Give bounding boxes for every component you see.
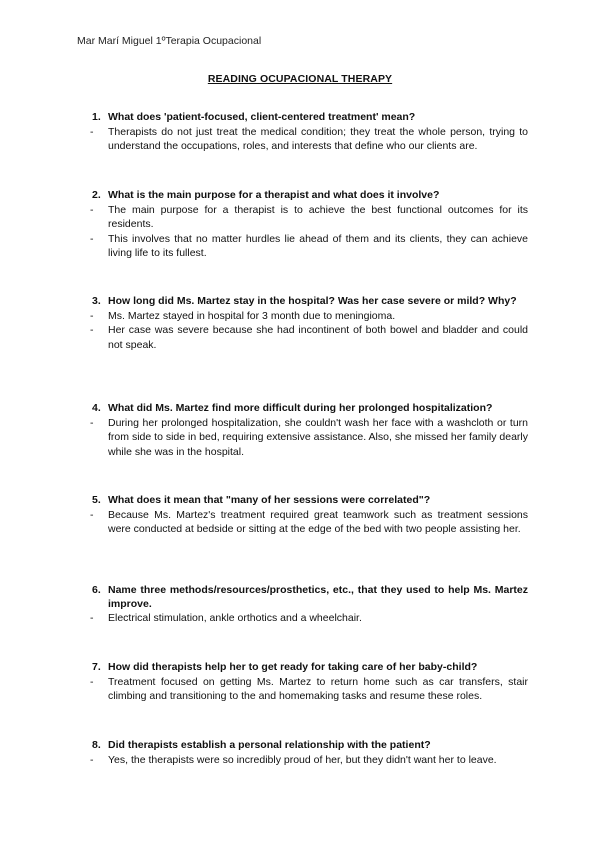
question-block-8	[92, 739, 528, 767]
question-text: How long did Ms. Martez stay in the hospital? Was her case severe or mild? Why?	[108, 295, 517, 307]
answer-item: - Therapists do not just treat the medical condition; they treat the whole person, trying to understand the occupations, roles, and interests that define who our clients are.	[90, 125, 528, 152]
question-number: 1.	[92, 111, 101, 123]
answer-text: Electrical stimulation, ankle orthotics and a wheelchair.	[108, 612, 362, 624]
answer-item: - During her prolonged hospitalization, she couldn't wash her face with a washcloth or turn from side to side in bed, requiring extensive assistance. Also, she missed her family dearly while she was in the hospital.	[90, 416, 528, 458]
answer-item: - This involves that no matter hurdles lie ahead of them and its clients, they can achieve living life to its fullest.	[90, 232, 528, 259]
question-text: Did therapists establish a personal relationship with the patient?	[108, 739, 431, 751]
answer-text: During her prolonged hospitalization, she couldn't wash her face with a washcloth or turn from side to side in bed, requiring extensive assistance. Also, she missed her family dearly while she was in the hospital.	[108, 416, 528, 458]
answer-text: Yes, the therapists were so incredibly proud of her, but they didn't want her to leave.	[108, 753, 497, 766]
question-block-7	[92, 661, 528, 704]
question-block-2	[92, 189, 528, 261]
answer-text: This involves that no matter hurdles lie ahead of them and its clients, they can achieve living life to its fullest.	[108, 232, 528, 259]
question-number: 2.	[92, 189, 101, 201]
answer-item: - Ms. Martez stayed in hospital for 3 month due to meningioma.	[90, 309, 528, 324]
question-block-3	[92, 295, 528, 352]
question-text: Name three methods/resources/prosthetics, etc., that they used to help Ms. Martez improve.	[108, 584, 528, 610]
question-number: 7.	[92, 661, 101, 673]
question-block-6	[92, 584, 528, 626]
question-text: What is the main purpose for a therapist and what does it involve?	[108, 189, 440, 201]
answer-item: - Electrical stimulation, ankle orthotics and a wheelchair.	[90, 611, 528, 626]
answer-item: - Because Ms. Martez's treatment required great teamwork such as treatment sessions were conducted at bedside or sitting at the edge of the bed with two people assisting her.	[90, 508, 528, 535]
page-header: Mar Marí Miguel 1ºTerapia Ocupacional	[77, 35, 262, 47]
question-text: What did Ms. Martez find more difficult during her prolonged hospitalization?	[108, 402, 493, 414]
question-text: What does it mean that "many of her sessions were correlated"?	[108, 494, 431, 506]
question-text: How did therapists help her to get ready for taking care of her baby-child?	[108, 661, 478, 673]
question-number: 4.	[92, 402, 101, 414]
answer-text: Treatment focused on getting Ms. Martez to return home such as car transfers, stair climbing and transitioning to the and homemaking tasks and resume these roles.	[108, 675, 528, 702]
answer-text: The main purpose for a therapist is to achieve the best functional outcomes for its residents.	[108, 203, 528, 230]
answer-item: - Her case was severe because she had incontinent of both bowel and bladder and could not speak.	[90, 324, 528, 351]
page-title: READING OCUPACIONAL THERAPY	[207, 73, 393, 85]
answer-text: Her case was severe because she had incontinent of both bowel and bladder and could not speak.	[108, 324, 528, 351]
question-block-5	[92, 494, 528, 537]
answer-item: - Yes, the therapists were so incredibly proud of her, but they didn't want her to leave.	[90, 753, 528, 768]
answer-text: Therapists do not just treat the medical condition; they treat the whole person, trying to understand the occupations, roles, and interests that define who our clients are.	[108, 125, 528, 152]
question-block-1	[92, 111, 528, 154]
question-number: 3.	[92, 295, 101, 307]
question-number: 5.	[92, 494, 101, 506]
question-number: 8.	[92, 739, 101, 751]
answer-text: Because Ms. Martez's treatment required great teamwork such as treatment sessions were conducted at bedside or sitting at the edge of the bed with two people assisting her.	[108, 508, 528, 535]
question-number: 6.	[92, 584, 101, 596]
question-text: What does 'patient-focused, client-centered treatment' mean?	[108, 111, 416, 123]
question-block-4	[92, 402, 528, 459]
answer-text: Ms. Martez stayed in hospital for 3 month due to meningioma.	[108, 309, 396, 322]
answer-item: - The main purpose for a therapist is to achieve the best functional outcomes for its residents.	[90, 203, 528, 230]
answer-item: - Treatment focused on getting Ms. Martez to return home such as car transfers, stair climbing and transitioning to the and homemaking tasks and resume these roles.	[90, 675, 528, 702]
